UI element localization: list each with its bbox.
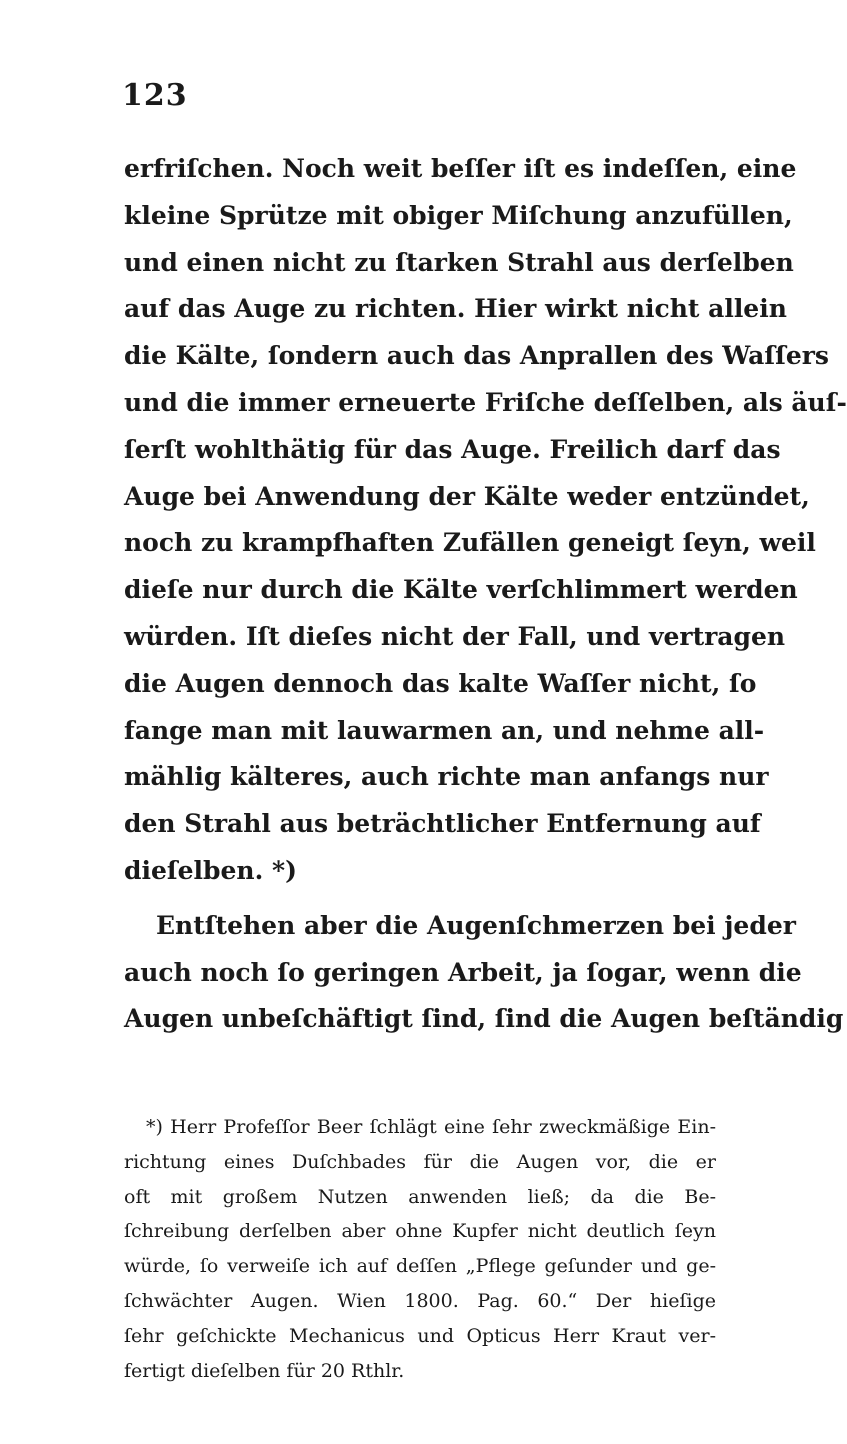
text-line: Augen unbeſchäftigt ſind, ſind die Augen beſtändig bbox=[124, 1004, 844, 1034]
page-number: 123 bbox=[122, 78, 188, 113]
text-line: dieſelben. *) bbox=[124, 855, 297, 885]
text-line: kleine Sprütze mit obiger Miſchung anzufüllen, bbox=[124, 200, 793, 230]
paragraph-2 bbox=[124, 903, 844, 1043]
text-line: den Strahl aus beträchtlicher Entfernung auf bbox=[124, 809, 761, 839]
text-line: mählig kälteres, auch richte man anfangs nur bbox=[124, 762, 769, 792]
main-text bbox=[124, 146, 847, 1043]
footnote-line: richtung eines Duſchbades für die Augen vor, die er bbox=[124, 1150, 716, 1173]
text-line: erfriſchen. Noch weit beſſer iſt es indeſſen, eine bbox=[124, 154, 797, 183]
footnote-line: ſehr geſchickte Mechanicus und Opticus Herr Kraut ver- bbox=[124, 1324, 716, 1347]
text-line: würden. Iſt dieſes nicht der Fall, und vertragen bbox=[124, 621, 786, 651]
footnote-line: oft mit großem Nutzen anwenden ließ; da die Be- bbox=[124, 1185, 716, 1208]
text-line: fange man mit lauwarmen an, und nehme all- bbox=[124, 715, 765, 745]
text-line: noch zu krampfhaften Zufällen geneigt ſeyn, weil bbox=[124, 528, 816, 558]
paragraph-1 bbox=[124, 146, 847, 895]
footnote-line: fertigt dieſelben für 20 Rthlr. bbox=[124, 1359, 405, 1382]
footnote-line: würde, ſo verweiſe ich auf deſſen „Pflege geſunder und ge- bbox=[124, 1255, 716, 1278]
footnote-line: *) Herr Profeſſor Beer ſchlägt eine ſehr zweckmäßige Ein- bbox=[146, 1116, 716, 1138]
footnote-line: ſchwächter Augen. Wien 1800. Pag. 60.“ Der hieſige bbox=[124, 1289, 716, 1312]
text-line: auf das Auge zu richten. Hier wirkt nicht allein bbox=[124, 294, 787, 324]
footnote-line: ſchreibung derſelben aber ohne Kupfer nicht deutlich ſeyn bbox=[124, 1220, 716, 1243]
footnote bbox=[124, 1110, 716, 1388]
text-line: auch noch ſo geringen Arbeit, ja ſogar, wenn die bbox=[124, 957, 802, 987]
text-line: und einen nicht zu ſtarken Strahl aus derſelben bbox=[124, 247, 794, 277]
text-line: die Kälte, ſondern auch das Anprallen des Waſſers bbox=[124, 341, 829, 371]
text-line: ſerſt wohlthätig für das Auge. Freilich darf das bbox=[124, 434, 781, 464]
text-line: Entſtehen aber die Augenſchmerzen bei jeder bbox=[156, 910, 796, 940]
text-line: und die immer erneuerte Friſche deſſelben, als äuſ- bbox=[124, 387, 847, 417]
text-line: die Augen dennoch das kalte Waſſer nicht, ſo bbox=[124, 668, 757, 698]
text-line: dieſe nur durch die Kälte verſchlimmert werden bbox=[124, 575, 798, 605]
text-line: Auge bei Anwendung der Kälte weder entzündet, bbox=[124, 481, 810, 511]
